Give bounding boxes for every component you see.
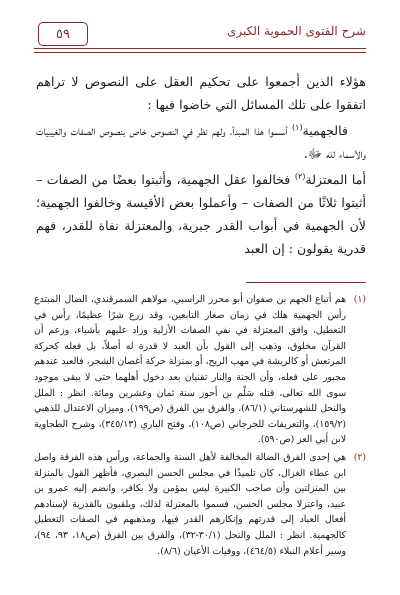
footnote-1 [34,292,366,448]
footnote-ref-1[interactable]: (١) [291,122,303,132]
main-text [36,70,366,263]
paragraph-2-rest: أسسوا هذا المبدأ، ولهم نظر في النصوص خاص بنصوص الصفات والغيبيات والأسماء لله ﷻ. [36,123,366,161]
paragraph-3 [36,168,366,260]
paragraph-2 [36,119,366,165]
footnote-text: هي إحدى الفرق الضالة المخالفة لأهل السنة والجماعة، ورأس هذه الفرقة واصل ابن عطاء الغزال، كان تلميذًا في مجلس الحسن البصري، فأظهر القول بالمنزلة بين المنزلتين وأن صاحب الكبيرة ليس بمؤمن ولا بكافر، وانضم إليه عمرو بن عبيد، واعتزلا مجلس الحسن، فسموا بالمعتزلة لذلك، ويلقبون بالقدرية لإسنادهم أفعال العباد إلى قدرتهم وإنكارهم القدر فيها، ومذهبهم في الصفات التعطيل كالجهمية. انظر : الملل والنحل (٣٠/١-٣٢)، والفرق بين الفرق (ص١٨، ٩٣، ٩٤)، وسير أعلام النبلاء (٤٦٤/٥)، ووفيات الأعيان (٨/٦). [34,451,346,557]
paragraph-3-rest: فخالفوا عقل الجهمية، وأثبتوا بعضًا من الصفات – أثبتوا ثلاثًا من الصفات – وأعملوا بعض الأقيسة وخالفوا الجهمية؛ لأن الجهمية في أبواب القدر جبرية، والمعتزلة نفاة للقدر، فهم قدرية يقولون : إن العبد [36,172,366,256]
book-title: شرح الفتوى الحموية الكبرى [226,24,366,38]
paragraph-1: هؤلاء الذين أجمعوا على تحكيم العقل على النصوص لا تراهم اتفقوا على تلك المسائل التي خاضوا فيها : [36,74,366,112]
footnote-2 [34,450,366,559]
footnote-ref-2[interactable]: (٢) [294,171,306,181]
page-number: ٥٩ [56,26,70,42]
footnote-number: (١) [353,294,366,305]
footnote-text: هم أتباع الجهم بن صفوان أبو محرز الراسبي، مولاهم السمرقندي، الضال المبتدع رأس الجهمية هلك في زمان صغار التابعين، وقد زرع شرًا عظيمًا، رأس في التعطيل، وافق المعتزلة في نفي الصفات الأزلية وزاد عليهم بأشياء، وزعم أن القرآن مخلوق، وذهب إلى القول بأن العبد لا قدرة له أصلاً، بل فعله كحركة المرتعش أو كالريشة في مهب الريح، أو بمنزلة حركة أغصان الشجر، فالعبد عندهم مجبور على فعله، وأن الجنة والنار تفنيان بعد دخول أهلهما حتى لا يبقى موجود سوى الله تعالى، قتله سَلْم بن أحوز سنة ثمان وعشرين ومائة. انظر : الملل والنحل للشهرستاني (٨٦/١)، والفرق بين الفرق (ص١٩٩)، وميزان الاعتدال للذهبي (١٥٩/٢)، والتعريفات للجرجاني (ص١٠٨)، وفتح الباري (٣٤٥/١٣)، وشرح الطحاوية لابن أبي العز (ص٥٩٠). [34,294,347,446]
paragraph-2-start: فالجهمية [302,123,348,138]
header-rule-thick [34,48,366,49]
paragraph-3-start: أما المعتزلة [305,172,366,187]
footnotes [34,292,366,561]
header-rule-thin [34,52,366,53]
footnote-number: (٢) [353,451,366,463]
footnote-divider [246,282,366,283]
page-header [34,22,366,62]
page-number-badge [38,22,88,46]
